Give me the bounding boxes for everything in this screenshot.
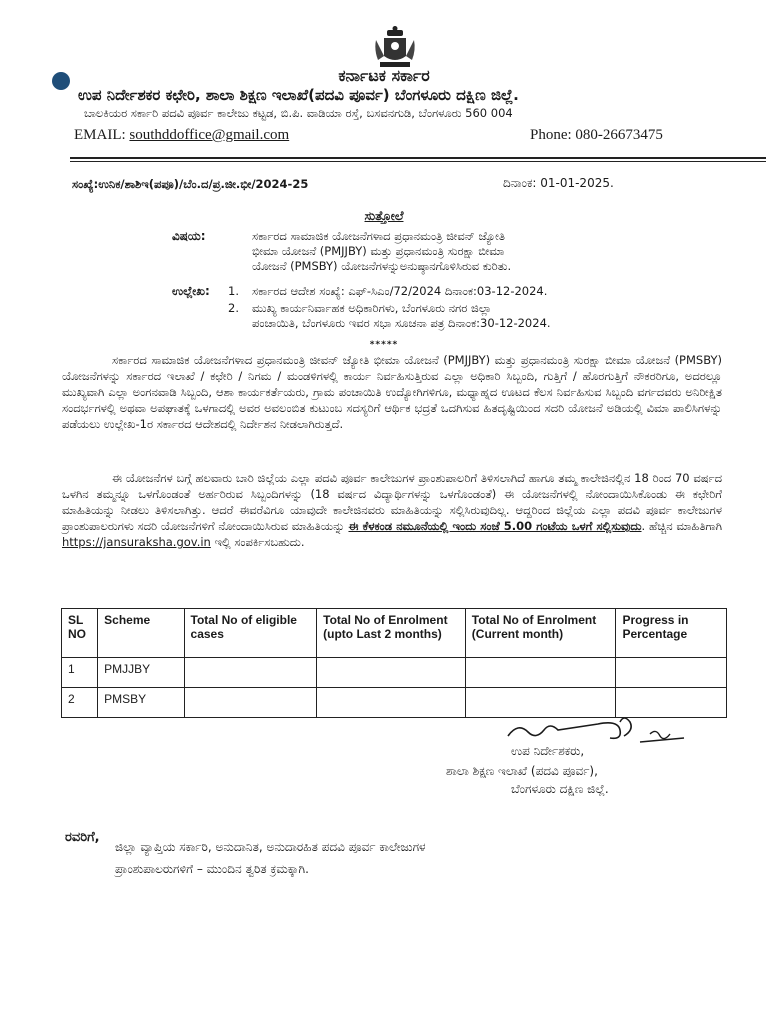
table-cell: 1 [62, 658, 98, 688]
column-header: Progress in Percentage [616, 609, 727, 658]
reference-item-num: 2. [228, 301, 239, 315]
enrolment-table [61, 608, 727, 718]
phone-line: Phone: 080-26673475 [530, 127, 663, 143]
column-header: SL NO [62, 609, 98, 658]
subject-line: ಯೋಜನೆ (PMSBY) ಯೋಜನೆಗಳನ್ನುಅನುಷ್ಠಾನಗೊಳಿಸಿರುವ ಕುರಿತು. [252, 259, 512, 273]
subject-line: ಸರ್ಕಾರದ ಸಾಮಾಜಿಕ ಯೋಜನೆಗಳಾದ ಪ್ರಧಾನಮಂತ್ರಿ ಜೀವನ್ ಜ್ಯೋತಿ [252, 229, 506, 243]
reference-item-num: 1. [228, 284, 239, 298]
circular-date: ದಿನಾಂಕ: 01-01-2025. [503, 176, 614, 190]
table-cell [616, 658, 727, 688]
signatory-department: ಶಾಲಾ ಶಿಕ್ಷಣ ಇಲಾಖೆ (ಪದವಿ ಪೂರ್ವ), [446, 764, 598, 778]
karnataka-emblem-icon [372, 26, 418, 70]
reference-line: ಪಂಚಾಯಿತಿ, ಬೆಂಗಳೂರು ಇವರ ಸಭಾ ಸೂಚನಾ ಪತ್ರ ದಿನಾಂಕ:30-12-2024. [252, 316, 551, 330]
column-header: Scheme [98, 609, 184, 658]
separator: ***** [369, 340, 399, 350]
jansuraksha-link[interactable]: https://jansuraksha.gov.in [62, 535, 211, 549]
table-cell: PMJJBY [98, 658, 184, 688]
table-cell: PMSBY [98, 688, 184, 718]
column-header: Total No of Enrolment (upto Last 2 months) [317, 609, 466, 658]
recipients-line: ಜಿಲ್ಲಾ ವ್ಯಾಪ್ತಿಯ ಸರ್ಕಾರಿ, ಅನುದಾನಿತ, ಅನುದಾರಹಿತ ಪದವಿ ಪೂರ್ವ ಕಾಲೇಜುಗಳ [115, 840, 426, 854]
paragraph-text: ಈ ಯೋಜನೆಗಳ ಬಗ್ಗೆ ಹಲವಾರು ಬಾರಿ ಜಿಲ್ಲೆಯ ಎಲ್ಲಾ ಪದವಿ ಪೂರ್ವ ಕಾಲೇಜುಗಳ ಪ್ರಾಂಶುಪಾಲರಿಗೆ ತಿಳಿಸಲಾಗಿದೆ ಹಾಗೂ ತಮ್ಮ ಕಾಲೇಜಿನಲ್ಲಿನ 18 ರಿಂದ 70 ವರ್ಷದ ಒಳಗಿನ ತಮ್ಮನ್ನೂ ಒಳಗೊಂಡಂತೆ ಅರ್ಹರಿರುವ ಸಿಬ್ಬಂದಿಗಳನ್ನು (18 ವರ್ಷದ ವಿದ್ಯಾರ್ಥಿಗಳನ್ನು ಒಳಗೊಂಡಂತೆ) ಈ ಯೋಜನೆಗಳಲ್ಲಿ ನೋಂದಾಯಿಸಿಕೊಂಡು ಈ ಕಛೇರಿಗೆ ಮಾಹಿತಿಯನ್ನು ನೀಡಲು ತಿಳಿಸಲಾಗಿತ್ತು. ಆದರೆ ಈವರೆವಿಗೂ ಯಾವುದೇ ಕಾಲೇಜಿನವರು ಮಾಹಿತಿಯನ್ನು ಸಲ್ಲಿಸಿರುವುದಿಲ್ಲ. ಆದ್ದರಿಂದ ಜಿಲ್ಲೆಯ ಎಲ್ಲಾ ಪದವಿ ಪೂರ್ವ ಕಾಲೇಜುಗಳ ಪ್ರಾಂಶುಪಾಲರುಗಳು ಸದರಿ ಯೋಜನೆಗಳಿಗೆ ನೋಂದಾಯಿಸಿರುವ ಮಾಹಿತಿಯನ್ನು [62, 471, 722, 533]
subject-label: ವಿಷಯ: [172, 229, 206, 243]
subject-text [252, 229, 692, 274]
signatory-title: ಉಪ ನಿರ್ದೇಶಕರು, [511, 744, 585, 758]
deadline-instruction: ಈ ಕೆಳಕಂಡ ನಮೂನೆಯಲ್ಲಿ ಇಂದು ಸಂಜೆ 5.00 ಗಂಟೆಯ ಒಳಗೆ ಸಲ್ಲಿಸುವುದು [348, 519, 642, 533]
references-label: ಉಲ್ಲೇಖ: [172, 284, 210, 298]
reference-line: ಮುಖ್ಯ ಕಾರ್ಯನಿರ್ವಾಹಕ ಅಧಿಕಾರಿಗಳು, ಬೆಂಗಳೂರು ನಗರ ಜಿಲ್ಲಾ [252, 301, 492, 315]
table-row [62, 658, 727, 688]
table-cell [317, 688, 466, 718]
email-line [74, 127, 289, 144]
body-paragraph-2 [62, 470, 722, 550]
email-label: EMAIL: [74, 127, 130, 143]
header-divider [70, 157, 766, 159]
office-title: ಉಪ ನಿರ್ದೇಶಕರ ಕಛೇರಿ, ಶಾಲಾ ಶಿಕ್ಷಣ ಇಲಾಖೆ(ಪದವಿ ಪೂರ್ವ) ಬೆಂಗಳೂರು ದಕ್ಷಿಣ ಜಿಲ್ಲೆ. [78, 86, 519, 104]
column-header: Total No of Enrolment (Current month) [465, 609, 616, 658]
column-header: Total No of eligible cases [184, 609, 317, 658]
subject-line: ಭೀಮಾ ಯೋಜನೆ (PMJJBY) ಮತ್ತು ಪ್ರಧಾನಮಂತ್ರಿ ಸುರಕ್ಷಾ ಬೀಮಾ [252, 244, 505, 258]
reference-number-label: ಸಂಖ್ಯೆ: [72, 177, 99, 191]
reference-item [252, 301, 551, 331]
recipients-line: ಪ್ರಾಂಶುಪಾಲರುಗಳಿಗೆ – ಮುಂದಿನ ತ್ವರಿತ ಕ್ರಮಕ್ಕಾಗಿ. [115, 862, 309, 876]
office-address: ಬಾಲಕಿಯರ ಸರ್ಕಾರಿ ಪದವಿ ಪೂರ್ವ ಕಾಲೇಜು ಕಟ್ಟಡ, ಬಿ.ಪಿ. ವಾಡಿಯಾ ರಸ್ತೆ, ಬಸವನಗುಡಿ, ಬೆಂಗಳೂರು 560 004 [84, 106, 513, 120]
header-divider-thin [70, 161, 766, 162]
table-cell [184, 658, 317, 688]
table-cell [184, 688, 317, 718]
table-cell: 2 [62, 688, 98, 718]
reference-item: ಸರ್ಕಾರದ ಆದೇಶ ಸಂಖ್ಯೆ: ಎಫ್-ಸಿಎಂ/72/2024 ದಿನಾಂಕ:03-12-2024. [252, 284, 548, 298]
reference-number-value: ಉನಿಕ/ಶಾಶಿಇ(ಪಪೂ)/ಬೆಂ.ದ/ಪ್ರ.ಜೀ.ಭೀ/2024-25 [98, 177, 309, 191]
circular-title: ಸುತ್ತೋಲೆ [364, 208, 404, 223]
table-cell [317, 658, 466, 688]
table-header-row [62, 609, 727, 658]
email-link[interactable]: southddoffice@gmail.com [129, 127, 290, 143]
reference-number [72, 177, 308, 192]
state-title: ಕರ್ನಾಟಕ ಸರ್ಕಾರ [338, 66, 430, 85]
recipients-label: ರವರಿಗೆ, [65, 830, 100, 845]
paragraph-text: ಇಲ್ಲಿ ಸಂಪರ್ಕಿಸಬಹುದು. [210, 535, 305, 549]
body-paragraph-1: ಸರ್ಕಾರದ ಸಾಮಾಜಿಕ ಯೋಜನೆಗಳಾದ ಪ್ರಧಾನಮಂತ್ರಿ ಜೀವನ್ ಜ್ಯೋತಿ ಭೀಮಾ ಯೋಜನೆ (PMJJBY) ಮತ್ತು ಪ್ರಧಾನಮಂತ್ರಿ ಸುರಕ್ಷಾ ಬೀಮಾ ಯೋಜನೆ (PMSBY) ಯೋಜನೆಗಳನ್ನು ಸರ್ಕಾರದ ಇಲಾಖೆ / ಕಛೇರಿ / ನಿಗಮ / ಮಂಡಳಿಗಳಲ್ಲಿ ಕಾರ್ಯ ನಿರ್ವಹಿಸುತ್ತಿರುವ ಎಲ್ಲಾ ಅಧಿಕಾರಿ ಸಿಬ್ಬಂದಿ, ಗುತ್ತಿಗೆ / ಹೊರಗುತ್ತಿಗೆ ನೌಕರರಿಗೂ, ಅದರಲ್ಲೂ ಮುಖ್ಯವಾಗಿ ಎಲ್ಲಾ ಅಂಗನವಾಡಿ ಸಿಬ್ಬಂದಿ, ಆಶಾ ಕಾರ್ಯಕರ್ತೆಯರು, ಗ್ರಾಮ ಪಂಚಾಯಿತಿ ಉದ್ಯೋಗಿಗಳಿಗೂ, ಮಧ್ಯಾಹ್ನದ ಊಟದ ಕೆಲಸ ನಿರ್ವಹಿಸುವ ಸಿಬ್ಬಂದಿ ವರ್ಗದವರು ಅನಿರೀಕ್ಷಿತ ಸಂದರ್ಭಗಳಲ್ಲಿ ಅಥವಾ ಅಪಘಾತಕ್ಕೆ ಒಳಗಾದಲ್ಲಿ ಅವರ ಅವಲಂಬಿತ ಕುಟುಂಬ ಸದಸ್ಯರಿಗೆ ಆರ್ಥಿಕ ಭದ್ರತೆ ಒದಗಿಸುವ ಹಿತದೃಷ್ಟಿಯಿಂದ ಸದರಿ ಯೋಜನೆ ಅಡಿಯಲ್ಲಿ ವಿಮಾ ಪಾಲಿಸಿಗಳನ್ನು ಪಡೆಯಲು ಉಲ್ಲೇಖ-1ರ ಸರ್ಕಾರದ ಆದೇಶದಲ್ಲಿ ನಿರ್ದೇಶನ ನೀಡಲಾಗಿರುತ್ತದೆ. [62, 353, 722, 431]
signatory-district: ಬೆಂಗಳೂರು ದಕ್ಷಿಣ ಜಿಲ್ಲೆ. [511, 782, 609, 796]
paragraph-text: . ಹೆಚ್ಚಿನ ಮಾಹಿತಿಗಾಗಿ [641, 519, 722, 533]
table-cell [465, 658, 616, 688]
